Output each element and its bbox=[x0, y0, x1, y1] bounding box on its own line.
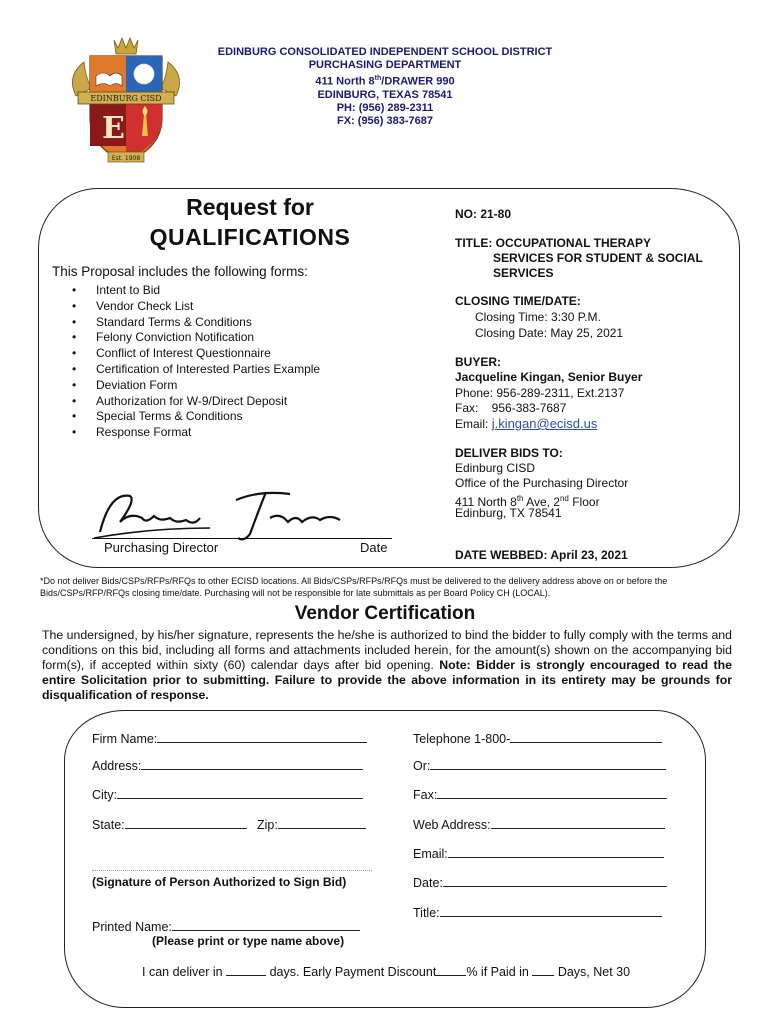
fax-field[interactable]: Fax: bbox=[413, 786, 667, 802]
certification-body: The undersigned, by his/her signature, represents the he/she is authorized to bind the bidder to fully comply with the terms and conditions on this bid, including all forms and attachments included herein, for the amount(s) shown on the accompanying bid form(s), if accepted within sixty (60) calendar days after bid opening. Note: Bidder is strongly encouraged to read the entire Solicitation prior to submitting. Failure to provide the above information in its entirety may be grounds for disqualification of response. bbox=[42, 628, 732, 702]
list-item: • Special Terms & Conditions bbox=[96, 409, 320, 425]
department-name: PURCHASING DEPARTMENT bbox=[308, 59, 462, 71]
buyer-email-link[interactable]: j.kingan@ecisd.us bbox=[491, 416, 598, 431]
district-city: EDINBURG, TEXAS 78541 bbox=[317, 88, 453, 101]
director-signature bbox=[90, 482, 360, 546]
alt-phone-field[interactable]: Or: bbox=[413, 757, 666, 773]
list-item: • Deviation Form bbox=[96, 378, 320, 394]
rfq-title-line2: SERVICES FOR STUDENT & SOCIAL bbox=[493, 251, 703, 265]
list-item: • Standard Terms & Conditions bbox=[96, 315, 320, 331]
closing-time: Closing Time: 3:30 P.M. bbox=[475, 310, 601, 324]
buyer-email-line: Email: j.kingan@ecisd.us bbox=[455, 416, 598, 431]
rfq-title-line2: QUALIFICATIONS bbox=[149, 224, 351, 250]
deliver-label: DELIVER BIDS TO: bbox=[455, 446, 563, 460]
web-address-field[interactable]: Web Address: bbox=[413, 816, 665, 832]
list-item: • Response Format bbox=[96, 425, 320, 441]
signature-line bbox=[92, 538, 392, 539]
district-header bbox=[150, 46, 620, 128]
forms-intro: This Proposal includes the following forms: bbox=[52, 264, 308, 279]
list-item: • Intent to Bid bbox=[96, 283, 320, 299]
deliver-line1: Edinburg CISD bbox=[455, 461, 536, 475]
email-field[interactable]: Email: bbox=[413, 845, 664, 861]
delivery-terms-line: I can deliver in days. Early Payment Discount % if Paid in Days, Net 30 bbox=[142, 965, 631, 979]
svg-text:EDINBURG CISD: EDINBURG CISD bbox=[90, 94, 162, 103]
deliver-line2: Office of the Purchasing Director bbox=[455, 476, 629, 490]
svg-text:Est. 1908: Est. 1908 bbox=[111, 155, 141, 162]
buyer-fax: Fax: 956-383-7687 bbox=[455, 401, 567, 415]
discount-days-input[interactable] bbox=[532, 963, 554, 976]
date-field[interactable]: Date: bbox=[413, 874, 667, 890]
list-item: • Certification of Interested Parties Example bbox=[96, 362, 320, 378]
signature-date-label: Date bbox=[360, 540, 388, 555]
certification-heading: Vendor Certification bbox=[294, 603, 476, 624]
district-address: 411 North 8th/DRAWER 990 bbox=[315, 75, 455, 88]
rfq-title-line1: Request for bbox=[186, 194, 314, 220]
buyer-label: BUYER: bbox=[455, 355, 502, 369]
city-field[interactable]: City: bbox=[92, 786, 363, 802]
date-webbed: DATE WEBBED: April 23, 2021 bbox=[455, 548, 628, 562]
closing-date: Closing Date: May 25, 2021 bbox=[475, 326, 624, 340]
forms-list bbox=[96, 283, 320, 441]
rfq-title-label: TITLE: OCCUPATIONAL THERAPY bbox=[455, 236, 651, 250]
telephone-field[interactable]: Telephone 1-800- bbox=[413, 730, 662, 746]
list-item: • Conflict of Interest Questionnaire bbox=[96, 346, 320, 362]
list-item: • Authorization for W-9/Direct Deposit bbox=[96, 394, 320, 410]
delivery-days-input[interactable] bbox=[226, 963, 266, 976]
delivery-note: *Do not deliver Bids/CSPs/RFPs/RFQs to other ECISD locations. All Bids/CSPs/RFPs/RFQs must be delivered to the delivery address above on or before the Bids/CSPs/RFP/RFQs closing time/date. Purchasing will not be responsible for late submittals as per Board Policy CH (LOCAL). bbox=[40, 576, 668, 598]
discount-percent-input[interactable] bbox=[436, 963, 466, 976]
buyer-name: Jacqueline Kingan, Senior Buyer bbox=[455, 370, 643, 384]
printed-name-field[interactable]: Printed Name: bbox=[92, 918, 360, 934]
title-field[interactable]: Title: bbox=[413, 904, 662, 920]
district-name: EDINBURG CONSOLIDATED INDEPENDENT SCHOOL DISTRICT bbox=[217, 46, 553, 58]
deliver-line4: Edinburg, TX 78541 bbox=[455, 506, 562, 520]
buyer-phone: Phone: 956-289-2311, Ext.2137 bbox=[455, 386, 625, 400]
signature-field-line[interactable] bbox=[92, 870, 372, 871]
district-phone: PH: (956) 289-2311 bbox=[336, 101, 434, 114]
state-field[interactable]: State: bbox=[92, 816, 247, 832]
firm-name-field[interactable]: Firm Name: bbox=[92, 730, 367, 746]
signature-role: Purchasing Director bbox=[104, 540, 219, 555]
rfq-title-line3: SERVICES bbox=[493, 266, 554, 280]
address-field[interactable]: Address: bbox=[92, 757, 363, 773]
list-item: • Vendor Check List bbox=[96, 299, 320, 315]
district-fax: FX: (956) 383-7687 bbox=[337, 114, 433, 127]
zip-field[interactable]: Zip: bbox=[257, 816, 366, 832]
rfq-number: NO: 21-80 bbox=[455, 207, 512, 221]
deliver-line3: 411 North 8th Ave, 2nd Floor bbox=[455, 494, 600, 509]
signature-field-label: (Signature of Person Authorized to Sign Bid) bbox=[92, 875, 347, 889]
svg-text:E: E bbox=[102, 111, 125, 146]
list-item: • Felony Conviction Notification bbox=[96, 330, 320, 346]
printed-name-note: (Please print or type name above) bbox=[152, 934, 345, 948]
closing-label: CLOSING TIME/DATE: bbox=[455, 294, 581, 308]
